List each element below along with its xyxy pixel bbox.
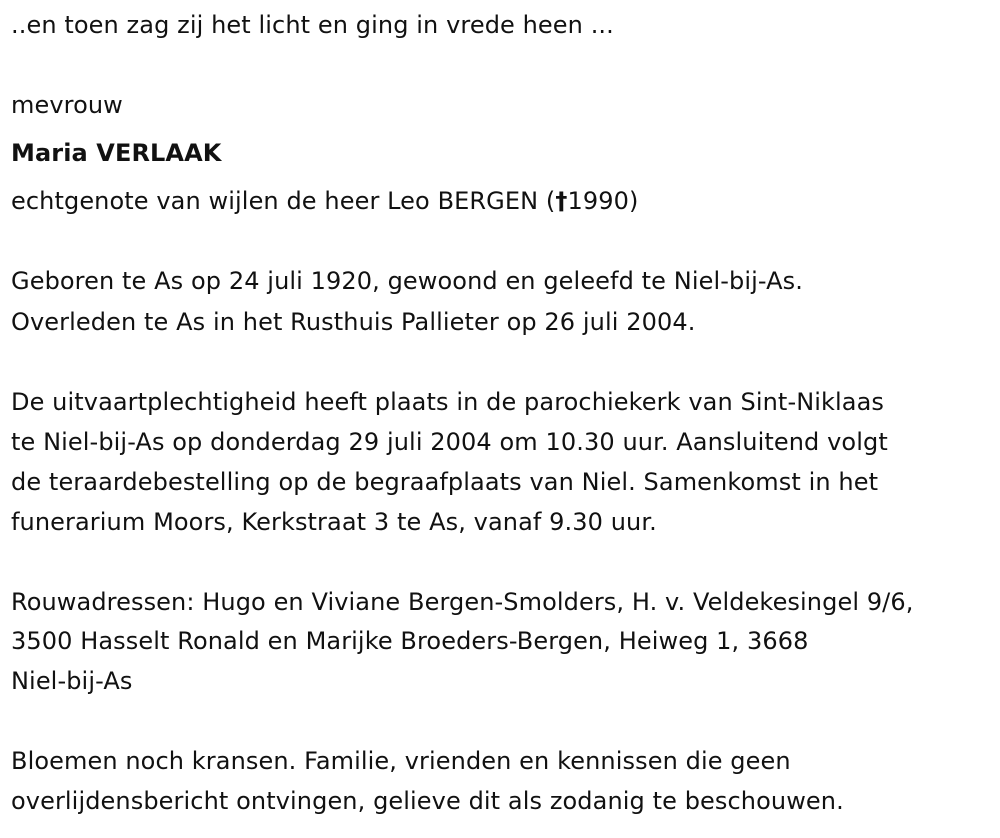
address-line: Rouwadressen: Hugo en Viviane Bergen-Smolders, H. v. Veldekesingel 9/6, bbox=[11, 588, 914, 616]
deceased-name: Maria VERLAAK bbox=[11, 139, 222, 167]
address-line: Niel-bij-As bbox=[11, 667, 133, 695]
funeral-line: de teraardebestelling op de begraafplaats van Niel. Samenkomst in het bbox=[11, 468, 879, 496]
funeral-line: De uitvaartplechtigheid heeft plaats in de parochiekerk van Sint-Niklaas bbox=[11, 388, 885, 416]
birth-line: Geboren te As op 24 juli 1920, gewoond en geleefd te Niel-bij-As. bbox=[11, 267, 803, 295]
funeral-line: funerarium Moors, Kerkstraat 3 te As, vanaf 9.30 uur. bbox=[11, 508, 657, 536]
address-line: 3500 Hasselt Ronald en Marijke Broeders-Bergen, Heiweg 1, 3668 bbox=[11, 627, 809, 655]
title-prefix: mevrouw bbox=[11, 91, 123, 119]
spouse-line bbox=[11, 186, 638, 216]
closing-line: overlijdensbericht ontvingen, gelieve dit als zodanig te beschouwen. bbox=[11, 787, 844, 815]
funeral-line: te Niel-bij-As op donderdag 29 juli 2004 om 10.30 uur. Aansluitend volgt bbox=[11, 428, 888, 456]
closing-line: Bloemen noch kransen. Familie, vrienden en kennissen die geen bbox=[11, 747, 791, 775]
cross-icon: † bbox=[555, 187, 568, 215]
death-line: Overleden te As in het Rusthuis Pallieter op 26 juli 2004. bbox=[11, 308, 696, 336]
opening-quote: ..en toen zag zij het licht en ging in vrede heen ... bbox=[11, 11, 614, 39]
spouse-text: echtgenote van wijlen de heer Leo BERGEN ( bbox=[11, 187, 556, 215]
spouse-year: 1990) bbox=[567, 187, 639, 215]
